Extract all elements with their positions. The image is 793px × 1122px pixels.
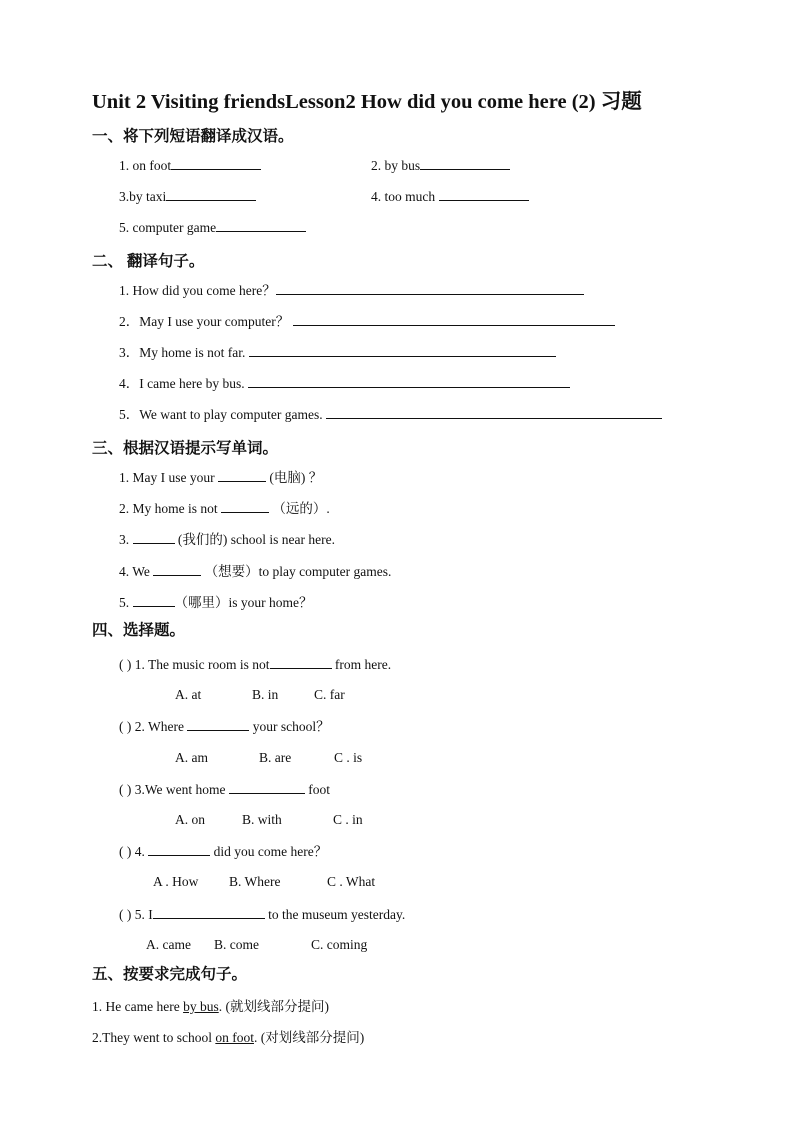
question-text: 4．I came here by bus. bbox=[119, 376, 248, 391]
question-text: 1. May I use your bbox=[119, 470, 218, 485]
part1-question-1 bbox=[119, 157, 261, 174]
answer-parenthesis[interactable]: ( ) bbox=[119, 719, 132, 734]
worksheet-title: Unit 2 Visiting friendsLesson2 How did you come here (2) 习题 bbox=[92, 91, 642, 113]
part4-question-3 bbox=[119, 781, 330, 798]
question-text: 1. The music room is not bbox=[134, 657, 270, 672]
answer-blank[interactable] bbox=[439, 188, 529, 201]
option-c: C. far bbox=[314, 687, 345, 702]
part2-question-4 bbox=[119, 375, 570, 392]
option-b: B. are bbox=[259, 750, 292, 765]
answer-blank[interactable] bbox=[270, 656, 332, 669]
option-a: A . How bbox=[153, 874, 199, 889]
option-c: C . in bbox=[333, 812, 363, 827]
part2-question-2 bbox=[119, 313, 615, 330]
answer-blank[interactable] bbox=[229, 781, 305, 794]
underlined-phrase: on foot bbox=[215, 1030, 254, 1045]
question-text: 2．May I use your computer？ bbox=[119, 314, 293, 329]
part2-question-3 bbox=[119, 344, 556, 361]
question-text: 3. bbox=[119, 532, 133, 547]
part1-question-5 bbox=[119, 219, 306, 236]
part4-question-1 bbox=[119, 656, 391, 673]
part3-question-3 bbox=[119, 531, 335, 548]
question-text: 1. on foot bbox=[119, 158, 172, 173]
answer-blank[interactable] bbox=[276, 282, 584, 295]
question-text: did you come here？ bbox=[210, 844, 328, 859]
question-text: your school？ bbox=[249, 719, 330, 734]
answer-parenthesis[interactable]: ( ) bbox=[119, 907, 132, 922]
question-text: 3.We went home bbox=[134, 782, 229, 797]
answer-blank[interactable] bbox=[249, 344, 556, 357]
section-1-heading: 一、将下列短语翻译成汉语。 bbox=[92, 128, 294, 145]
hint-text: （哪里）is your home？ bbox=[174, 595, 313, 610]
question-text: 2.They went to school bbox=[92, 1030, 216, 1045]
question-text: 1. He came here bbox=[92, 999, 184, 1014]
option-b: B. come bbox=[214, 937, 259, 952]
part2-question-1 bbox=[119, 282, 584, 299]
section-2-heading: 二、 翻译句子。 bbox=[92, 253, 205, 270]
option-a: A. am bbox=[175, 750, 208, 765]
answer-blank[interactable] bbox=[218, 469, 266, 482]
part5-question-2 bbox=[92, 1030, 364, 1046]
option-b: B. in bbox=[252, 687, 279, 702]
question-text: 5. bbox=[119, 595, 133, 610]
underlined-phrase: by bus bbox=[183, 999, 219, 1014]
question-text: 4. bbox=[134, 844, 149, 859]
section-3-heading: 三、根据汉语提示写单词。 bbox=[92, 440, 279, 457]
option-a: A. on bbox=[175, 812, 205, 827]
answer-blank[interactable] bbox=[248, 375, 570, 388]
part5-question-1 bbox=[92, 999, 329, 1015]
answer-blank[interactable] bbox=[166, 188, 256, 201]
answer-blank[interactable] bbox=[187, 718, 249, 731]
hint-text: （想要）to play computer games. bbox=[201, 564, 392, 579]
part1-question-4 bbox=[371, 188, 529, 205]
answer-blank[interactable] bbox=[171, 157, 261, 170]
answer-blank[interactable] bbox=[153, 906, 265, 919]
answer-blank[interactable] bbox=[221, 500, 269, 513]
part1-question-3 bbox=[119, 188, 256, 205]
question-text: 2. Where bbox=[134, 719, 188, 734]
part1-question-2 bbox=[371, 157, 510, 174]
instruction-text: . (对划线部分提问) bbox=[253, 1030, 365, 1045]
part3-question-5 bbox=[119, 594, 313, 611]
hint-text: (电脑) ？ bbox=[265, 470, 323, 485]
section-5-heading: 五、按要求完成句子。 bbox=[92, 966, 248, 983]
option-c: C. coming bbox=[311, 937, 368, 952]
question-text: 5．We want to play computer games. bbox=[119, 407, 326, 422]
option-a: A. at bbox=[175, 687, 202, 702]
question-text: from here. bbox=[331, 657, 392, 672]
answer-parenthesis[interactable]: ( ) bbox=[119, 844, 132, 859]
part4-question-2 bbox=[119, 718, 330, 735]
instruction-text: . (就划线部分提问) bbox=[218, 999, 329, 1014]
question-text: 3.by taxi bbox=[119, 189, 167, 204]
question-text: 4. too much bbox=[371, 189, 439, 204]
question-text: 3．My home is not far. bbox=[119, 345, 249, 360]
question-text: foot bbox=[304, 782, 331, 797]
answer-blank[interactable] bbox=[133, 594, 175, 607]
answer-blank[interactable] bbox=[420, 157, 510, 170]
question-text: 1. How did you come here？ bbox=[119, 283, 276, 298]
option-b: B. Where bbox=[229, 874, 281, 889]
answer-blank[interactable] bbox=[326, 406, 662, 419]
part4-question-5 bbox=[119, 906, 405, 923]
hint-text: (我们的) school is near here. bbox=[174, 532, 335, 547]
part3-question-1 bbox=[119, 469, 322, 486]
answer-blank[interactable] bbox=[216, 219, 306, 232]
part3-question-4 bbox=[119, 563, 391, 580]
option-b: B. with bbox=[242, 812, 282, 827]
question-text: 5. I bbox=[134, 907, 153, 922]
answer-blank[interactable] bbox=[293, 313, 615, 326]
answer-blank[interactable] bbox=[148, 843, 210, 856]
question-text: 2. My home is not bbox=[119, 501, 222, 516]
question-text: to the museum yesterday. bbox=[264, 907, 406, 922]
hint-text: （远的）. bbox=[269, 501, 330, 516]
question-text: 5. computer game bbox=[119, 220, 217, 235]
option-a: A. came bbox=[146, 937, 191, 952]
question-text: 4. We bbox=[119, 564, 154, 579]
answer-blank[interactable] bbox=[133, 531, 175, 544]
option-c: C . is bbox=[334, 750, 363, 765]
option-c: C . What bbox=[327, 874, 376, 889]
answer-parenthesis[interactable]: ( ) bbox=[119, 782, 132, 797]
answer-blank[interactable] bbox=[153, 563, 201, 576]
part3-question-2 bbox=[119, 500, 330, 517]
part4-question-4 bbox=[119, 843, 327, 860]
section-4-heading: 四、选择题。 bbox=[92, 622, 186, 639]
part2-question-5 bbox=[119, 406, 662, 423]
answer-parenthesis[interactable]: ( ) bbox=[119, 657, 132, 672]
question-text: 2. by bus bbox=[371, 158, 421, 173]
